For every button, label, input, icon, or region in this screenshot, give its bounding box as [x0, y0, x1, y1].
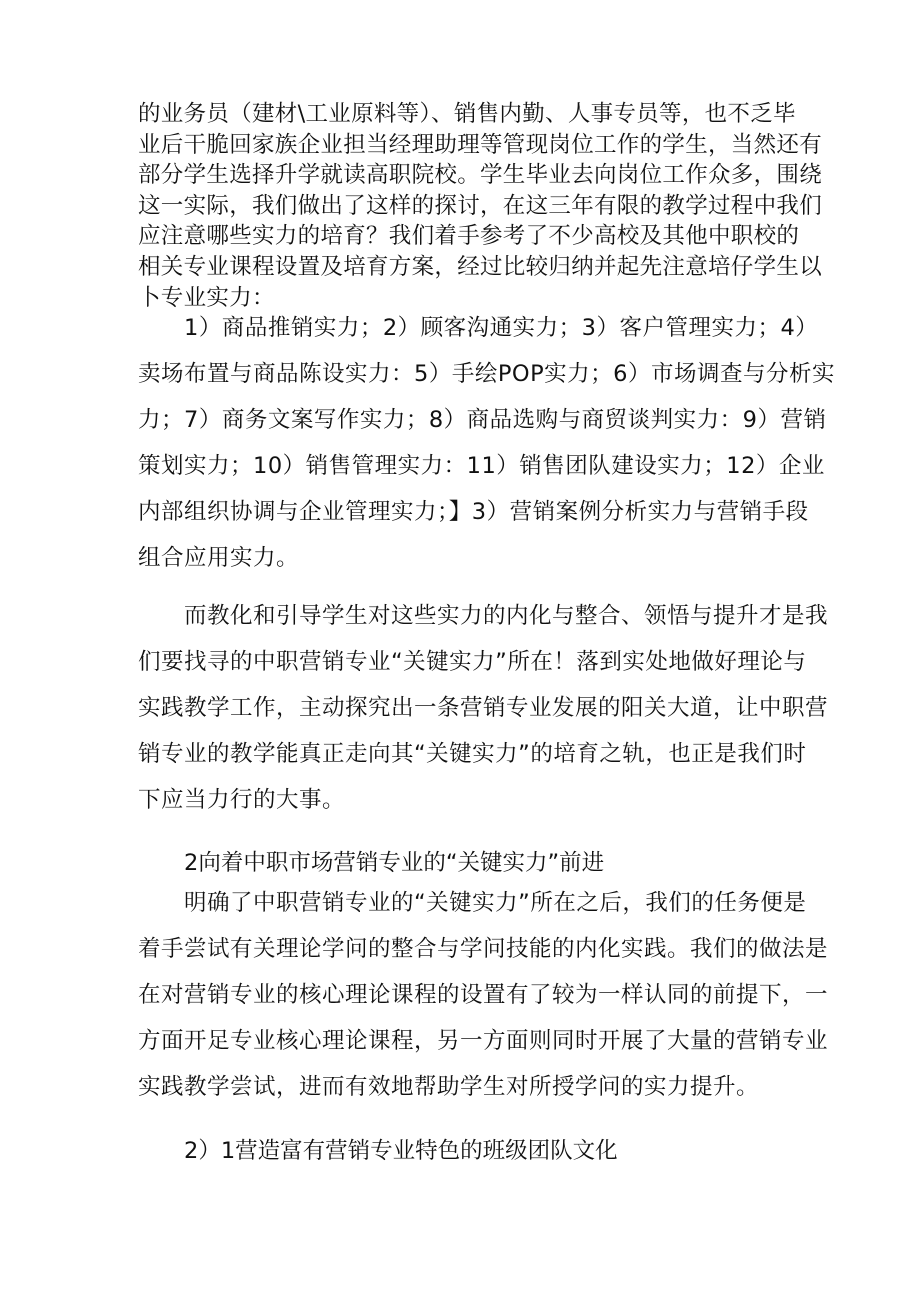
text-line: 卜专业实力： [138, 284, 275, 311]
abilities-paragraph [138, 305, 835, 581]
text-line: 卖场布置与商品陈设实力：5）手绘POP实力；6）市场调查与分析实 [138, 361, 835, 387]
text-line: 销专业的教学能真正走向其“关键实力”的培育之轨，也正是我们时 [138, 741, 807, 767]
key-ability-paragraph [138, 593, 829, 823]
text-line: 下应当力行的大事。 [138, 787, 346, 813]
text-line: 内部组织协调与企业管理实力；】3）营销案例分析实力与营销手段 [138, 499, 809, 525]
text-line: 业后干脆回家族企业担当经理助理等管现岗位工作的学生，当然还有 [138, 131, 823, 158]
text-line: 实践教学尝试，进而有效地帮助学生对所授学问的实力提升。 [138, 1074, 760, 1100]
text-line: 相关专业课程设置及培育方案，经过比较归纳并起先注意培仔学生以 [138, 253, 823, 280]
text-line: 在对营销专业的核心理论课程的设置有了较为一样认同的前提下，一 [138, 982, 829, 1008]
text-line: 实践教学工作，主动探究出一条营销专业发展的阳关大道，让中职营 [138, 695, 829, 721]
text-line: 应注意哪些实力的培育？我们着手参考了不少高校及其他中职校的 [138, 223, 800, 250]
subsection-heading: 2）1营造富有营销专业特色的班级团队文化 [184, 1138, 618, 1164]
text-line: 力；7）商务文案写作实力；8）商品选购与商贸谈判实力：9）营销 [138, 407, 827, 433]
text-line: 组合应用实力。 [138, 545, 300, 571]
section2-paragraph [138, 880, 829, 1110]
text-line: 的业务员（建材\工业原料等）、销售内勤、人事专员等，也不乏毕 [138, 101, 796, 127]
text-line: 部分学生选择升学就读高职院校。学生毕业去向岗位工作众多，围绕 [138, 162, 823, 189]
text-line: 明确了中职营销专业的“关键实力”所在之后，我们的任务便是 [184, 890, 807, 916]
section-heading: 2向着中职市场营销专业的“关键实力”前进 [184, 850, 605, 876]
text-line: 这一实际，我们做出了这样的探讨，在这三年有限的教学过程中我们 [138, 192, 823, 219]
text-line: 们要找寻的中职营销专业“关键实力”所在！落到实处地做好理论与 [138, 649, 807, 675]
text-line: 1）商品推销实力；2）顾客沟通实力；3）客户管理实力；4） [184, 315, 819, 341]
text-line: 方面开足专业核心理论课程，另一方面则同时开展了大量的营销专业 [138, 1028, 829, 1054]
text-line: 而教化和引导学生对这些实力的内化与整合、领悟与提升才是我 [184, 603, 829, 629]
text-line: 策划实力；10）销售管理实力：11）销售团队建设实力；12）企业 [138, 453, 825, 479]
text-line: 着手尝试有关理论学问的整合与学问技能的内化实践。我们的做法是 [138, 936, 829, 962]
intro-paragraph [138, 99, 823, 313]
